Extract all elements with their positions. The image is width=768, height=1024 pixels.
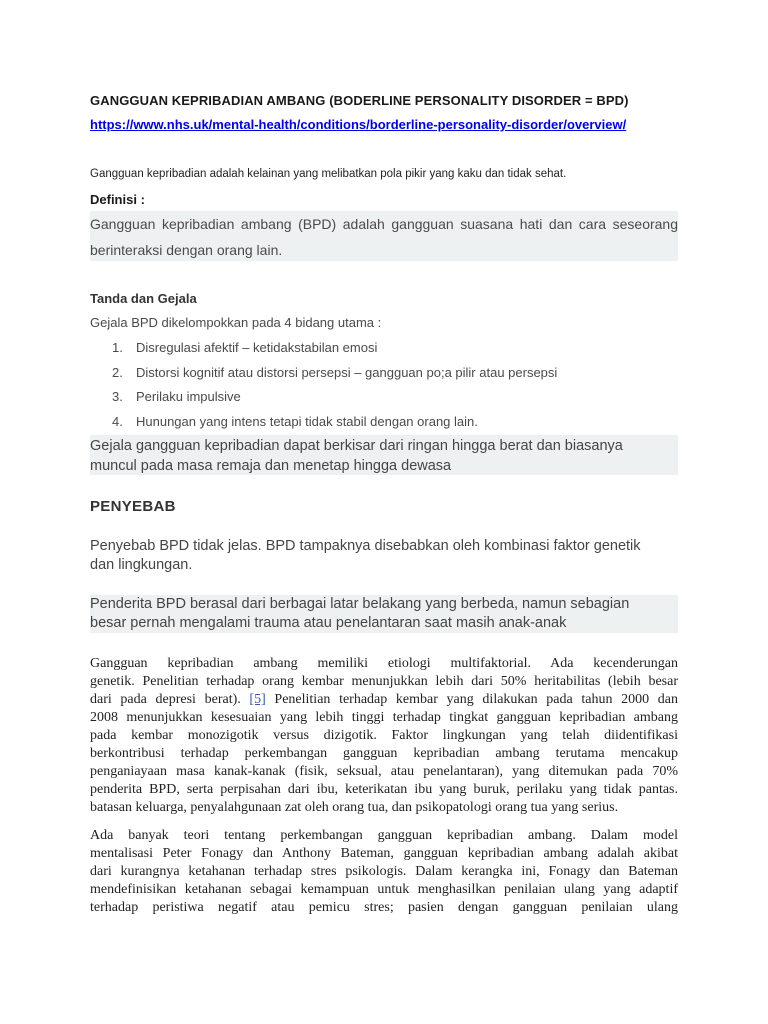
intro-text: Gangguan kepribadian adalah kelainan yang melibatkan pola pikir yang kaku dan tidak sehat.	[90, 168, 567, 180]
penyebab-p1-line-1: Penyebab BPD tidak jelas. BPD tampaknya disebabkan oleh kombinasi faktor genetik	[90, 538, 641, 554]
gejala-summary-line-1: Gejala gangguan kepribadian dapat berkisar dari ringan hingga berat dan biasanya	[90, 438, 623, 454]
penyebab-p1-line-2: dan lingkungan.	[90, 556, 193, 573]
definisi-box	[90, 211, 678, 261]
penyebab-paragraph-1	[90, 537, 678, 577]
gejala-summary-box	[90, 435, 678, 475]
etiologi-line: genetik. Penelitian terhadap orang kembar menunjukkan lebih dari 50% heritabilitas (lebih besar	[90, 674, 678, 689]
nhs-reference-link[interactable]: https://www.nhs.uk/mental-health/conditions/borderline-personality-disorder/overview/	[90, 117, 627, 132]
penyebab-heading: PENYEBAB	[90, 498, 176, 515]
etiologi-line: 2008 menunjukkan kesesuaian yang lebih tinggi terhadap tingkat gangguan kepribadian ambang	[90, 710, 678, 725]
gejala-list	[112, 340, 557, 438]
etiologi-paragraph	[90, 655, 678, 817]
etiologi-line: pada kembar monozigotik versus dizigotik. Faktor lingkungan yang telah diidentifikasi	[90, 728, 678, 743]
etiologi-line: penderita BPD, serta perpisahan dari ibu, keterikatan ibu yang buruk, perilaku yang tidak pantas.	[90, 782, 678, 797]
gejala-intro: Gejala BPD dikelompokkan pada 4 bidang utama :	[90, 315, 382, 330]
teori-line: mentalisasi Peter Fonagy dan Anthony Bateman, gangguan kepribadian ambang adalah akibat	[90, 846, 678, 861]
etiologi-line: penganiayaan masa kanak-kanak (fisik, seksual, atau penelantaran), yang ditemukan pada 70%	[90, 764, 678, 779]
citation-link[interactable]: [5]	[249, 692, 266, 707]
list-item: 4. Hunungan yang intens tetapi tidak stabil dengan orang lain.	[112, 413, 478, 429]
etiologi-line: berkontribusi terhadap perkembangan gangguan kepribadian ambang terutama mencakup	[90, 746, 678, 761]
etiologi-line-with-ref: dari pada depresi berat). [5] Penelitian terhadap kembar yang dilakukan pada tahun 2000 dan	[90, 692, 679, 707]
definisi-heading: Definisi :	[90, 192, 145, 207]
definisi-line-1: Gangguan kepribadian ambang (BPD) adalah gangguan suasana hati dan cara seseorang	[90, 216, 678, 232]
etiologi-line: Gangguan kepribadian ambang memiliki etiologi multifaktorial. Ada kecenderungan	[90, 656, 678, 671]
penyebab-paragraph-2	[90, 595, 678, 633]
teori-line: terhadap peristiwa negatif atau pemicu stres; pasien dengan gangguan penilaian ulang	[90, 900, 678, 915]
teori-line: mendefinisikan ketahanan sebagai kemampuan untuk menghasilkan penilaian ulang yang adaptif	[90, 882, 678, 897]
page-title: GANGGUAN KEPRIBADIAN AMBANG (BODERLINE PERSONALITY DISORDER = BPD)	[90, 93, 629, 108]
list-item: 1. Disregulasi afektif – ketidakstabilan emosi	[112, 340, 378, 355]
tanda-gejala-heading: Tanda dan Gejala	[90, 291, 197, 306]
etiologi-line: batasan keluarga, penyalahgunaan zat oleh orang tua, dan psikopatologi orang tua yang serius.	[90, 800, 619, 815]
list-item: 2. Distorsi kognitif atau distorsi persepsi – gangguan po;a pilir atau persepsi	[112, 364, 558, 380]
teori-paragraph	[90, 827, 678, 917]
teori-line: Ada banyak teori tentang perkembangan gangguan kepribadian ambang. Dalam model	[90, 828, 678, 843]
list-item: 3. Perilaku impulsive	[112, 389, 241, 404]
teori-line: dari kurangnya ketahanan terhadap stres psikologis. Dalam kerangka ini, Fonagy dan Bateman	[90, 864, 678, 879]
penyebab-p2-line-2: besar pernah mengalami trauma atau penelantaran saat masih anak-anak	[90, 614, 567, 631]
penyebab-p2-line-1: Penderita BPD berasal dari berbagai latar belakang yang berbeda, namun sebagian	[90, 596, 630, 612]
definisi-line-2: berinteraksi dengan orang lain.	[90, 242, 283, 258]
gejala-summary-line-2: muncul pada masa remaja dan menetap hingga dewasa	[90, 458, 452, 474]
